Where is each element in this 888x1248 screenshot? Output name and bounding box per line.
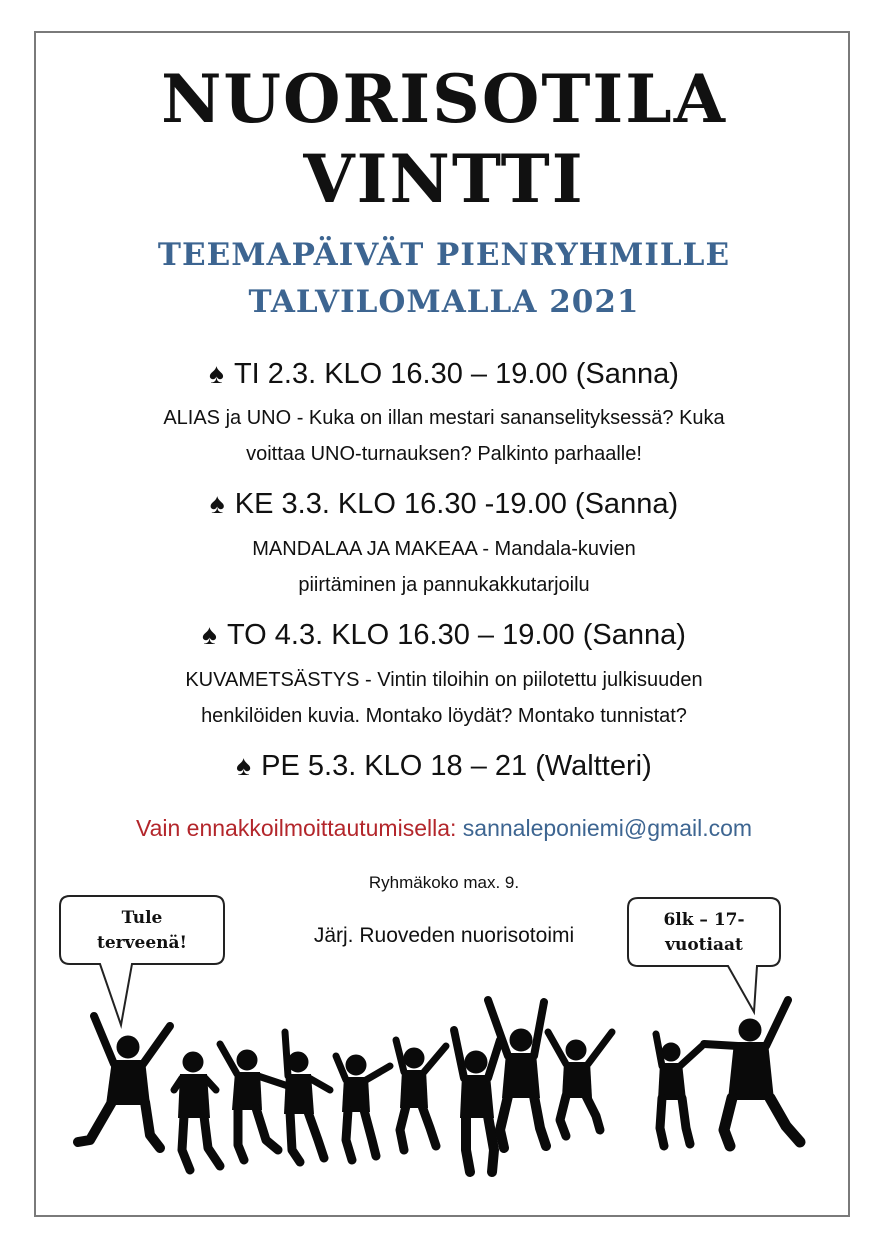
organizer: Järj. Ruoveden nuorisotoimi xyxy=(313,924,575,947)
event-heading-2-text: KE 3.3. KLO 16.30 -19.00 (Sanna) xyxy=(234,488,679,520)
event-desc-1-line-2: voittaa UNO-turnauksen? Palkinto parhaalle! xyxy=(246,443,642,465)
signup-label: Vain ennakkoilmoittautumisella: xyxy=(135,815,457,841)
event-heading-3-text: TO 4.3. KLO 16.30 – 19.00 (Sanna) xyxy=(226,619,686,651)
event-heading-1-text: TI 2.3. KLO 16.30 – 19.00 (Sanna) xyxy=(233,358,679,390)
silhouette-9 xyxy=(548,1032,612,1136)
title-line-2: VINTTI xyxy=(303,140,585,218)
silhouette-1 xyxy=(78,1016,170,1148)
spade-icon: ♠ xyxy=(209,488,225,519)
title-line-1: NUORISOTILA xyxy=(161,60,727,138)
signup-email-link[interactable]: sannaleponiemi@gmail.com xyxy=(462,815,753,841)
bubble-left-line-1: Tule xyxy=(121,908,163,928)
event-desc-3-line-1: KUVAMETSÄSTYS - Vintin tiloihin on piilotettu julkisuuden xyxy=(185,669,703,691)
subtitle-line-1: TEEMAPÄIVÄT PIENRYHMILLE xyxy=(157,237,731,273)
group-size: Ryhmäkoko max. 9. xyxy=(368,873,520,892)
silhouette-10 xyxy=(656,1034,702,1146)
event-desc-1-line-1: ALIAS ja UNO - Kuka on illan mestari sananselityksessä? Kuka xyxy=(163,407,725,429)
subtitle-line-2: TALVILOMALLA 2021 xyxy=(248,284,640,320)
spade-icon: ♠ xyxy=(236,750,252,781)
bubble-right-line-2: vuotiaat xyxy=(665,934,743,955)
bubble-right-line-1: 6lk – 17- xyxy=(663,910,745,930)
silhouette-11 xyxy=(704,1000,800,1146)
spade-icon: ♠ xyxy=(209,358,224,389)
spade-icon: ♠ xyxy=(202,619,217,650)
event-desc-2-line-1: MANDALAA JA MAKEAA - Mandala-kuvien xyxy=(252,538,636,560)
event-desc-3-line-2: henkilöiden kuvia. Montako löydät? Montako tunnistat? xyxy=(201,705,687,727)
silhouette-8 xyxy=(488,1000,546,1148)
silhouette-5 xyxy=(336,1055,390,1160)
bubble-left-line-2: terveenä! xyxy=(97,932,187,953)
silhouette-3 xyxy=(220,1044,288,1160)
silhouette-4 xyxy=(284,1032,330,1162)
event-heading-4-text: PE 5.3. KLO 18 – 21 (Waltteri) xyxy=(261,750,652,782)
event-desc-2-line-2: piirtäminen ja pannukakkutarjoilu xyxy=(298,574,590,596)
silhouette-2 xyxy=(174,1052,220,1170)
silhouette-7 xyxy=(454,1030,500,1172)
silhouette-6 xyxy=(396,1040,446,1150)
